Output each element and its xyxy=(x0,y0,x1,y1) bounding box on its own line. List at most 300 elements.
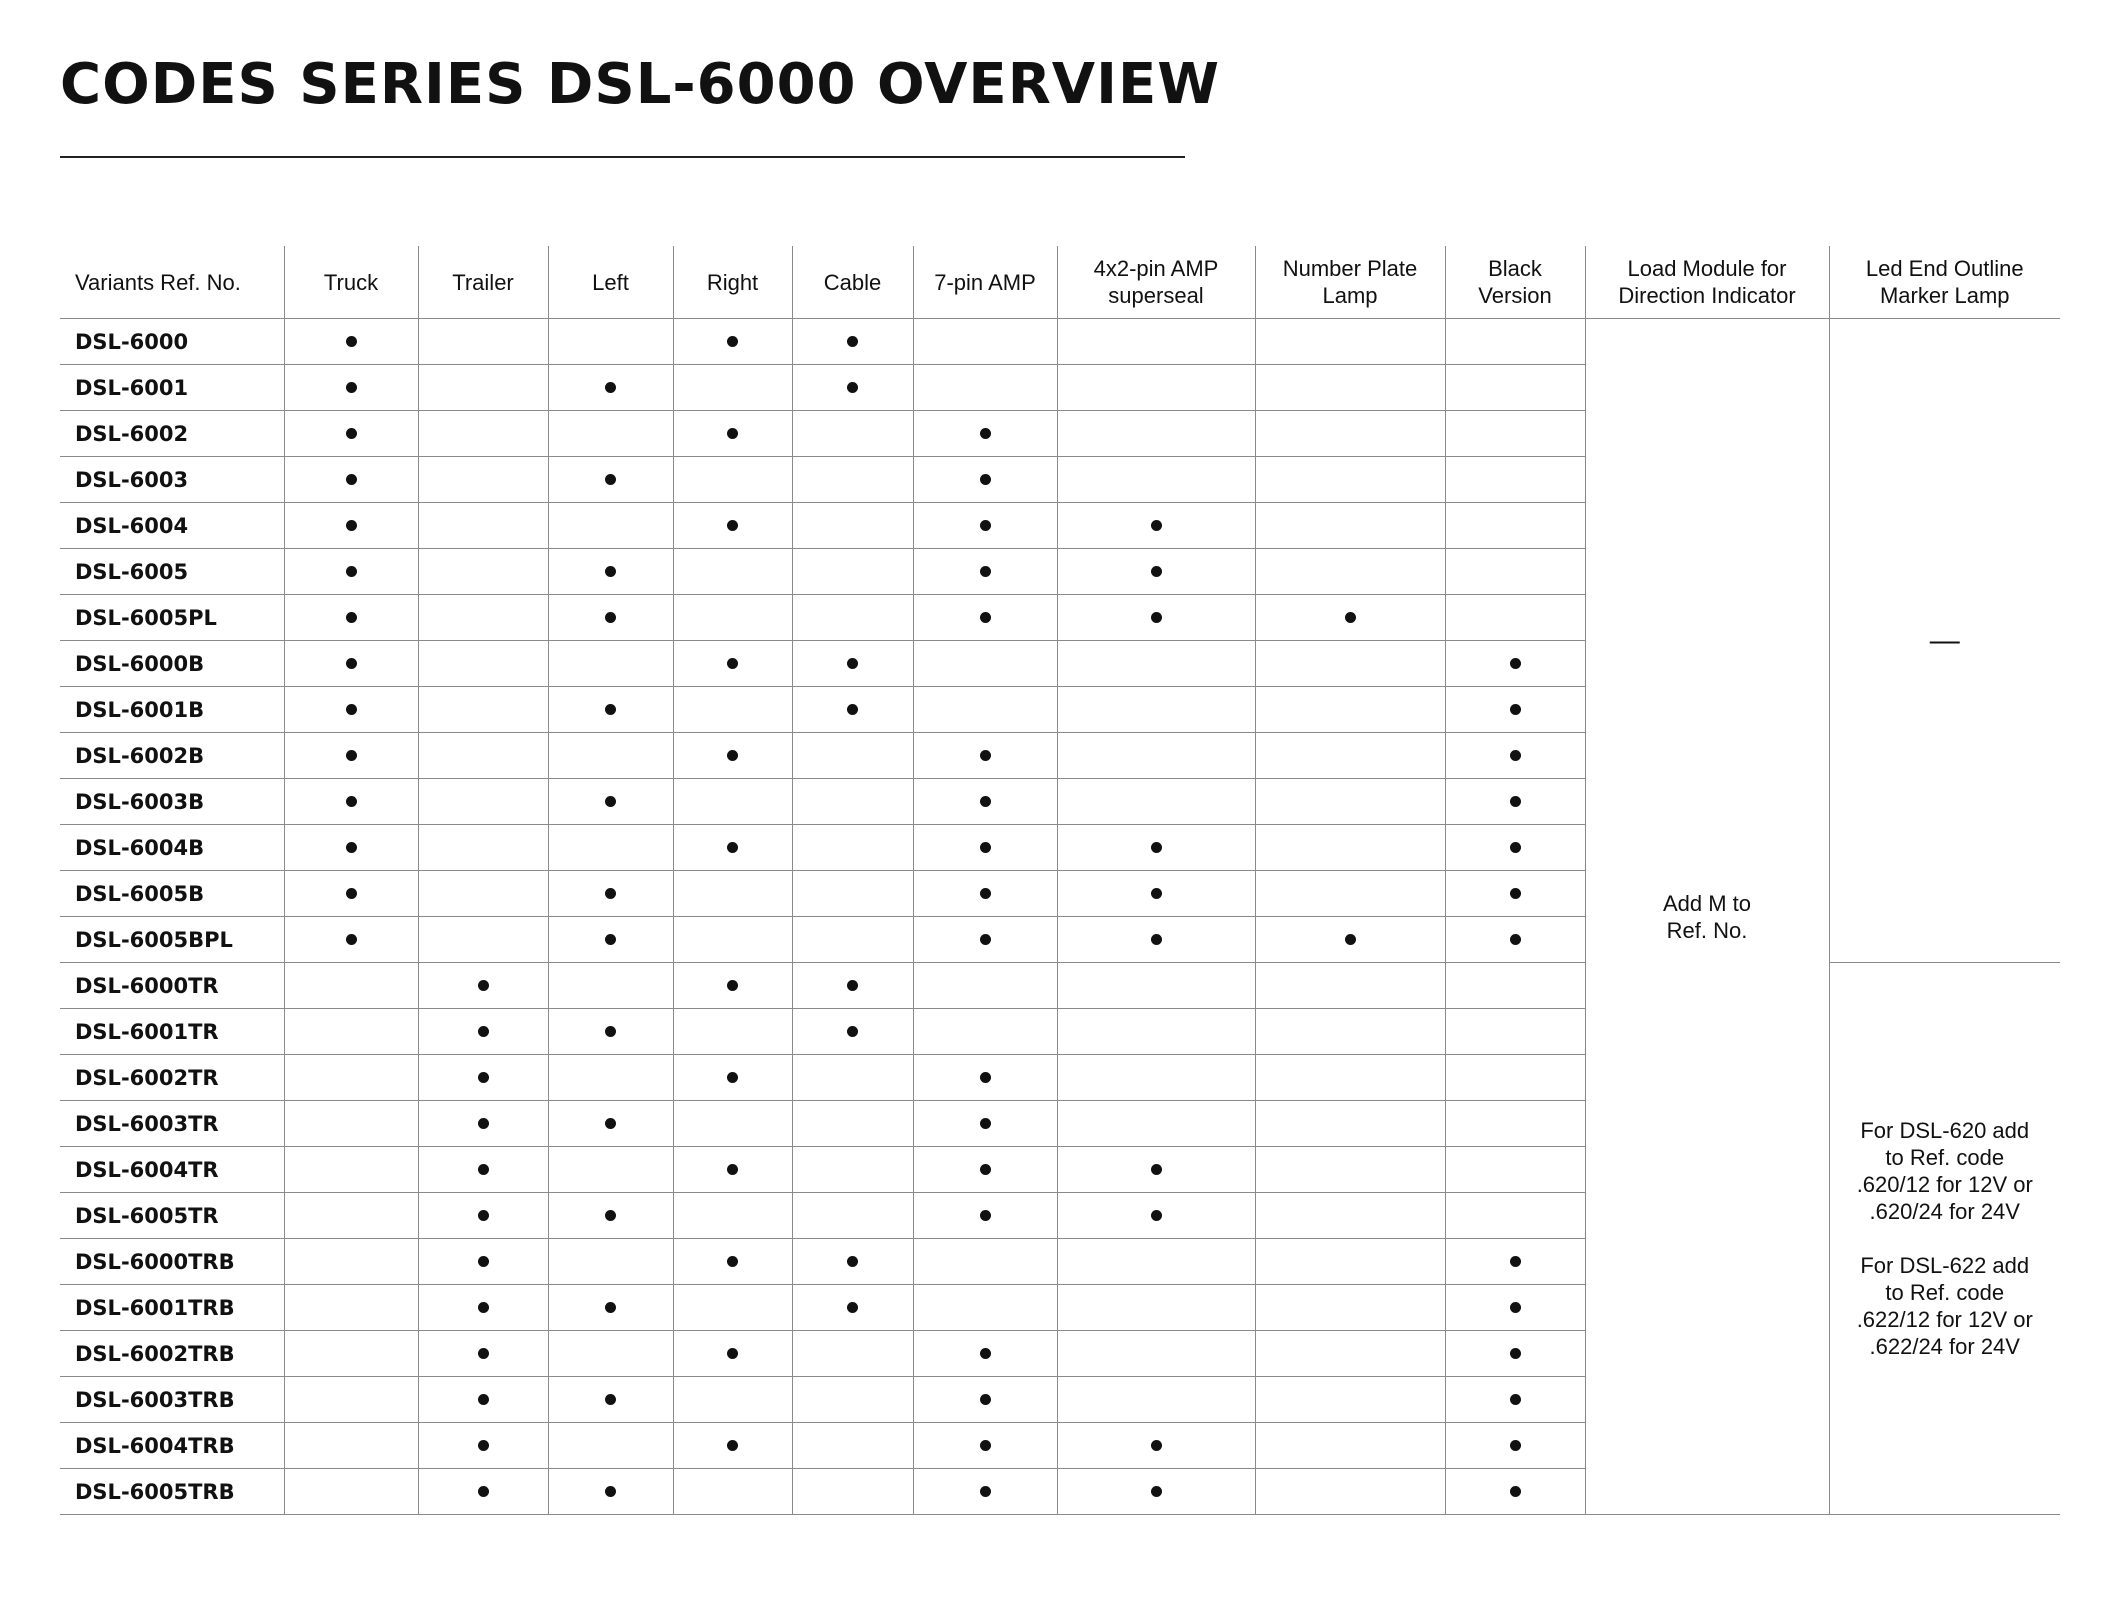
variant-ref-cell: DSL-6005TRB xyxy=(60,1469,284,1515)
feature-cell-truck xyxy=(284,1469,418,1515)
bullet-dot-icon xyxy=(346,842,357,853)
feature-cell-black xyxy=(1445,733,1585,779)
feature-cell-cable xyxy=(792,1423,913,1469)
bullet-dot-icon xyxy=(1151,1440,1162,1451)
feature-cell-black xyxy=(1445,411,1585,457)
feature-cell-truck xyxy=(284,779,418,825)
feature-cell-truck xyxy=(284,319,418,365)
feature-cell-amp7 xyxy=(913,1285,1057,1331)
feature-cell-truck xyxy=(284,1009,418,1055)
feature-cell-amp4x2 xyxy=(1057,1147,1255,1193)
feature-cell-amp4x2 xyxy=(1057,1239,1255,1285)
feature-cell-plate xyxy=(1255,1377,1445,1423)
feature-cell-right xyxy=(673,595,792,641)
variant-ref-cell: DSL-6004 xyxy=(60,503,284,549)
bullet-dot-icon xyxy=(1151,888,1162,899)
variant-ref-cell: DSL-6005PL xyxy=(60,595,284,641)
bullet-dot-icon xyxy=(1510,704,1521,715)
bullet-dot-icon xyxy=(980,520,991,531)
bullet-dot-icon xyxy=(605,796,616,807)
feature-cell-black xyxy=(1445,365,1585,411)
feature-cell-trailer xyxy=(418,595,548,641)
title-divider xyxy=(60,156,1185,158)
feature-cell-trailer xyxy=(418,687,548,733)
bullet-dot-icon xyxy=(605,612,616,623)
feature-cell-truck xyxy=(284,457,418,503)
bullet-dot-icon xyxy=(847,658,858,669)
feature-cell-black xyxy=(1445,1239,1585,1285)
bullet-dot-icon xyxy=(605,1486,616,1497)
feature-cell-left xyxy=(548,319,673,365)
feature-cell-right xyxy=(673,641,792,687)
bullet-dot-icon xyxy=(847,704,858,715)
bullet-dot-icon xyxy=(478,1394,489,1405)
bullet-dot-icon xyxy=(727,1440,738,1451)
feature-cell-left xyxy=(548,411,673,457)
bullet-dot-icon xyxy=(1151,566,1162,577)
feature-cell-truck xyxy=(284,1331,418,1377)
bullet-dot-icon xyxy=(727,1072,738,1083)
feature-cell-left xyxy=(548,871,673,917)
feature-cell-left xyxy=(548,549,673,595)
variant-ref-cell: DSL-6002B xyxy=(60,733,284,779)
bullet-dot-icon xyxy=(605,474,616,485)
feature-cell-trailer xyxy=(418,779,548,825)
variant-ref-cell: DSL-6004TR xyxy=(60,1147,284,1193)
feature-cell-cable xyxy=(792,641,913,687)
feature-cell-left xyxy=(548,1147,673,1193)
feature-cell-left xyxy=(548,503,673,549)
feature-cell-left xyxy=(548,1239,673,1285)
feature-cell-amp4x2 xyxy=(1057,779,1255,825)
bullet-dot-icon xyxy=(1151,1210,1162,1221)
feature-cell-plate xyxy=(1255,641,1445,687)
feature-cell-black xyxy=(1445,457,1585,503)
feature-cell-plate xyxy=(1255,457,1445,503)
feature-cell-trailer xyxy=(418,365,548,411)
header-load-module: Load Module for Direction Indicator xyxy=(1585,246,1829,319)
feature-cell-truck xyxy=(284,871,418,917)
feature-cell-truck xyxy=(284,825,418,871)
variant-ref-cell: DSL-6004B xyxy=(60,825,284,871)
bullet-dot-icon xyxy=(346,336,357,347)
feature-cell-truck xyxy=(284,1147,418,1193)
bullet-dot-icon xyxy=(605,566,616,577)
bullet-dot-icon xyxy=(346,566,357,577)
feature-cell-plate xyxy=(1255,1101,1445,1147)
bullet-dot-icon xyxy=(346,474,357,485)
header-black-version: Black Version xyxy=(1445,246,1585,319)
feature-cell-left xyxy=(548,687,673,733)
bullet-dot-icon xyxy=(346,934,357,945)
bullet-dot-icon xyxy=(346,382,357,393)
feature-cell-black xyxy=(1445,1009,1585,1055)
feature-cell-trailer xyxy=(418,457,548,503)
variant-ref-cell: DSL-6005 xyxy=(60,549,284,595)
bullet-dot-icon xyxy=(980,1210,991,1221)
bullet-dot-icon xyxy=(478,1210,489,1221)
variant-ref-cell: DSL-6005B xyxy=(60,871,284,917)
feature-cell-amp4x2 xyxy=(1057,457,1255,503)
feature-cell-left xyxy=(548,1009,673,1055)
feature-cell-black xyxy=(1445,1377,1585,1423)
feature-cell-amp4x2 xyxy=(1057,825,1255,871)
feature-cell-amp4x2 xyxy=(1057,733,1255,779)
feature-cell-truck xyxy=(284,1101,418,1147)
variant-ref-cell: DSL-6003 xyxy=(60,457,284,503)
feature-cell-amp4x2 xyxy=(1057,1377,1255,1423)
feature-cell-truck xyxy=(284,641,418,687)
bullet-dot-icon xyxy=(980,566,991,577)
feature-cell-right xyxy=(673,1009,792,1055)
feature-cell-plate xyxy=(1255,1331,1445,1377)
feature-cell-plate xyxy=(1255,871,1445,917)
feature-cell-left xyxy=(548,1193,673,1239)
header-truck: Truck xyxy=(284,246,418,319)
feature-cell-truck xyxy=(284,595,418,641)
bullet-dot-icon xyxy=(478,1026,489,1037)
feature-cell-black xyxy=(1445,1469,1585,1515)
feature-cell-trailer xyxy=(418,641,548,687)
feature-cell-cable xyxy=(792,1009,913,1055)
feature-cell-cable xyxy=(792,1377,913,1423)
bullet-dot-icon xyxy=(980,474,991,485)
feature-cell-plate xyxy=(1255,1147,1445,1193)
feature-cell-cable xyxy=(792,365,913,411)
bullet-dot-icon xyxy=(980,888,991,899)
feature-cell-cable xyxy=(792,1055,913,1101)
bullet-dot-icon xyxy=(980,1348,991,1359)
feature-cell-trailer xyxy=(418,1423,548,1469)
feature-cell-black xyxy=(1445,1055,1585,1101)
feature-cell-amp4x2 xyxy=(1057,1193,1255,1239)
feature-cell-left xyxy=(548,779,673,825)
feature-cell-left xyxy=(548,1469,673,1515)
feature-cell-left xyxy=(548,917,673,963)
feature-cell-amp7 xyxy=(913,779,1057,825)
bullet-dot-icon xyxy=(847,382,858,393)
feature-cell-truck xyxy=(284,1055,418,1101)
feature-cell-amp7 xyxy=(913,1055,1057,1101)
feature-cell-truck xyxy=(284,1239,418,1285)
bullet-dot-icon xyxy=(980,1394,991,1405)
feature-cell-cable xyxy=(792,1193,913,1239)
feature-cell-cable xyxy=(792,825,913,871)
feature-cell-amp7 xyxy=(913,549,1057,595)
bullet-dot-icon xyxy=(1345,612,1356,623)
feature-cell-amp4x2 xyxy=(1057,1285,1255,1331)
feature-cell-right xyxy=(673,917,792,963)
feature-cell-amp7 xyxy=(913,1147,1057,1193)
feature-cell-black xyxy=(1445,319,1585,365)
feature-cell-plate xyxy=(1255,1469,1445,1515)
feature-cell-cable xyxy=(792,411,913,457)
feature-cell-amp4x2 xyxy=(1057,641,1255,687)
bullet-dot-icon xyxy=(346,428,357,439)
feature-cell-truck xyxy=(284,1377,418,1423)
feature-cell-cable xyxy=(792,319,913,365)
feature-cell-trailer xyxy=(418,1009,548,1055)
feature-cell-amp7 xyxy=(913,411,1057,457)
feature-cell-black xyxy=(1445,917,1585,963)
variant-ref-cell: DSL-6003TRB xyxy=(60,1377,284,1423)
feature-cell-amp7 xyxy=(913,457,1057,503)
feature-cell-amp4x2 xyxy=(1057,917,1255,963)
feature-cell-black xyxy=(1445,1101,1585,1147)
feature-cell-trailer xyxy=(418,1147,548,1193)
bullet-dot-icon xyxy=(1151,1486,1162,1497)
bullet-dot-icon xyxy=(1510,1348,1521,1359)
feature-cell-black xyxy=(1445,963,1585,1009)
bullet-dot-icon xyxy=(1510,658,1521,669)
bullet-dot-icon xyxy=(478,1118,489,1129)
marker-lamp-trailer-note: For DSL-620 add to Ref. code .620/12 for 12V or .620/24 for 24V For DSL-622 add to Ref. code .622/12 for 12V or .622/24 for 24V xyxy=(1829,963,2060,1515)
bullet-dot-icon xyxy=(727,842,738,853)
feature-cell-trailer xyxy=(418,1331,548,1377)
feature-cell-cable xyxy=(792,595,913,641)
bullet-dot-icon xyxy=(980,612,991,623)
bullet-dot-icon xyxy=(605,1210,616,1221)
feature-cell-plate xyxy=(1255,1055,1445,1101)
feature-cell-cable xyxy=(792,1239,913,1285)
bullet-dot-icon xyxy=(980,1486,991,1497)
feature-cell-right xyxy=(673,549,792,595)
feature-cell-right xyxy=(673,411,792,457)
table-row xyxy=(60,319,2060,365)
feature-cell-trailer xyxy=(418,1101,548,1147)
variant-ref-cell: DSL-6000TRB xyxy=(60,1239,284,1285)
feature-cell-plate xyxy=(1255,1423,1445,1469)
feature-cell-truck xyxy=(284,365,418,411)
feature-cell-amp4x2 xyxy=(1057,1101,1255,1147)
feature-cell-truck xyxy=(284,963,418,1009)
feature-cell-left xyxy=(548,1285,673,1331)
feature-cell-black xyxy=(1445,1193,1585,1239)
bullet-dot-icon xyxy=(847,1302,858,1313)
feature-cell-amp7 xyxy=(913,871,1057,917)
marker-lamp-truck-cell: — xyxy=(1829,319,2060,963)
feature-cell-amp7 xyxy=(913,365,1057,411)
feature-cell-black xyxy=(1445,871,1585,917)
feature-cell-right xyxy=(673,1423,792,1469)
feature-cell-right xyxy=(673,687,792,733)
bullet-dot-icon xyxy=(478,1072,489,1083)
feature-cell-right xyxy=(673,1469,792,1515)
feature-cell-right xyxy=(673,1285,792,1331)
feature-cell-amp7 xyxy=(913,1469,1057,1515)
feature-cell-amp4x2 xyxy=(1057,549,1255,595)
feature-cell-cable xyxy=(792,1101,913,1147)
feature-cell-cable xyxy=(792,963,913,1009)
feature-cell-amp7 xyxy=(913,917,1057,963)
bullet-dot-icon xyxy=(980,428,991,439)
feature-cell-black xyxy=(1445,1147,1585,1193)
bullet-dot-icon xyxy=(605,1394,616,1405)
bullet-dot-icon xyxy=(478,980,489,991)
feature-cell-amp4x2 xyxy=(1057,963,1255,1009)
variant-ref-cell: DSL-6000B xyxy=(60,641,284,687)
feature-cell-right xyxy=(673,1101,792,1147)
feature-cell-truck xyxy=(284,1423,418,1469)
bullet-dot-icon xyxy=(727,658,738,669)
feature-cell-amp4x2 xyxy=(1057,319,1255,365)
feature-cell-right xyxy=(673,779,792,825)
feature-cell-plate xyxy=(1255,1285,1445,1331)
bullet-dot-icon xyxy=(1510,888,1521,899)
bullet-dot-icon xyxy=(1510,796,1521,807)
header-right: Right xyxy=(673,246,792,319)
feature-cell-right xyxy=(673,1377,792,1423)
bullet-dot-icon xyxy=(980,934,991,945)
bullet-dot-icon xyxy=(1151,842,1162,853)
header-led-end-outline-marker-lamp: Led End Outline Marker Lamp xyxy=(1829,246,2060,319)
bullet-dot-icon xyxy=(847,1256,858,1267)
table-header-row xyxy=(60,246,2060,319)
feature-cell-plate xyxy=(1255,779,1445,825)
feature-cell-cable xyxy=(792,779,913,825)
feature-cell-black xyxy=(1445,549,1585,595)
feature-cell-left xyxy=(548,825,673,871)
bullet-dot-icon xyxy=(605,1118,616,1129)
variant-ref-cell: DSL-6002TRB xyxy=(60,1331,284,1377)
variant-ref-cell: DSL-6005BPL xyxy=(60,917,284,963)
feature-cell-black xyxy=(1445,1285,1585,1331)
feature-cell-right xyxy=(673,963,792,1009)
feature-cell-right xyxy=(673,319,792,365)
variant-ref-cell: DSL-6003TR xyxy=(60,1101,284,1147)
bullet-dot-icon xyxy=(1510,1256,1521,1267)
feature-cell-cable xyxy=(792,871,913,917)
bullet-dot-icon xyxy=(1510,1302,1521,1313)
feature-cell-amp7 xyxy=(913,733,1057,779)
bullet-dot-icon xyxy=(847,1026,858,1037)
feature-cell-amp7 xyxy=(913,1009,1057,1055)
feature-cell-trailer xyxy=(418,733,548,779)
feature-cell-trailer xyxy=(418,1469,548,1515)
bullet-dot-icon xyxy=(1510,1486,1521,1497)
variant-ref-cell: DSL-6000 xyxy=(60,319,284,365)
feature-cell-black xyxy=(1445,825,1585,871)
bullet-dot-icon xyxy=(346,796,357,807)
feature-cell-cable xyxy=(792,687,913,733)
bullet-dot-icon xyxy=(1510,842,1521,853)
feature-cell-cable xyxy=(792,1469,913,1515)
bullet-dot-icon xyxy=(727,1256,738,1267)
feature-cell-left xyxy=(548,1377,673,1423)
feature-cell-trailer xyxy=(418,503,548,549)
feature-cell-trailer xyxy=(418,917,548,963)
feature-cell-left xyxy=(548,365,673,411)
feature-cell-amp7 xyxy=(913,1239,1057,1285)
feature-cell-left xyxy=(548,1423,673,1469)
feature-cell-trailer xyxy=(418,319,548,365)
bullet-dot-icon xyxy=(605,934,616,945)
feature-cell-amp4x2 xyxy=(1057,1009,1255,1055)
feature-cell-left xyxy=(548,1055,673,1101)
bullet-dot-icon xyxy=(346,612,357,623)
bullet-dot-icon xyxy=(346,520,357,531)
feature-cell-black xyxy=(1445,1331,1585,1377)
feature-cell-trailer xyxy=(418,1193,548,1239)
feature-cell-right xyxy=(673,1331,792,1377)
bullet-dot-icon xyxy=(980,750,991,761)
bullet-dot-icon xyxy=(346,888,357,899)
header-trailer: Trailer xyxy=(418,246,548,319)
feature-cell-left xyxy=(548,1101,673,1147)
feature-cell-truck xyxy=(284,1285,418,1331)
feature-cell-trailer xyxy=(418,963,548,1009)
feature-cell-black xyxy=(1445,595,1585,641)
feature-cell-right xyxy=(673,871,792,917)
bullet-dot-icon xyxy=(605,1302,616,1313)
feature-cell-trailer xyxy=(418,1377,548,1423)
bullet-dot-icon xyxy=(1510,934,1521,945)
feature-cell-right xyxy=(673,1147,792,1193)
bullet-dot-icon xyxy=(980,796,991,807)
bullet-dot-icon xyxy=(1510,1440,1521,1451)
variant-ref-cell: DSL-6001TR xyxy=(60,1009,284,1055)
feature-cell-plate xyxy=(1255,733,1445,779)
feature-cell-cable xyxy=(792,917,913,963)
feature-cell-amp7 xyxy=(913,1331,1057,1377)
feature-cell-cable xyxy=(792,1285,913,1331)
feature-cell-amp7 xyxy=(913,687,1057,733)
bullet-dot-icon xyxy=(727,980,738,991)
feature-cell-plate xyxy=(1255,1239,1445,1285)
feature-cell-cable xyxy=(792,1147,913,1193)
header-number-plate-lamp: Number Plate Lamp xyxy=(1255,246,1445,319)
feature-cell-amp4x2 xyxy=(1057,503,1255,549)
bullet-dot-icon xyxy=(1510,750,1521,761)
bullet-dot-icon xyxy=(1151,1164,1162,1175)
header-left: Left xyxy=(548,246,673,319)
feature-cell-truck xyxy=(284,687,418,733)
bullet-dot-icon xyxy=(727,428,738,439)
feature-cell-plate xyxy=(1255,365,1445,411)
feature-cell-black xyxy=(1445,503,1585,549)
feature-cell-amp7 xyxy=(913,641,1057,687)
feature-cell-black xyxy=(1445,641,1585,687)
bullet-dot-icon xyxy=(1151,520,1162,531)
bullet-dot-icon xyxy=(727,750,738,761)
bullet-dot-icon xyxy=(605,888,616,899)
load-module-note: Add M to Ref. No. xyxy=(1585,319,1829,1515)
bullet-dot-icon xyxy=(1510,1394,1521,1405)
feature-cell-truck xyxy=(284,917,418,963)
feature-cell-trailer xyxy=(418,871,548,917)
feature-cell-cable xyxy=(792,503,913,549)
feature-cell-plate xyxy=(1255,595,1445,641)
feature-cell-left xyxy=(548,595,673,641)
header-variants-ref: Variants Ref. No. xyxy=(60,246,284,319)
variant-ref-cell: DSL-6001B xyxy=(60,687,284,733)
feature-cell-plate xyxy=(1255,825,1445,871)
feature-cell-amp7 xyxy=(913,1423,1057,1469)
bullet-dot-icon xyxy=(727,520,738,531)
feature-cell-left xyxy=(548,457,673,503)
feature-cell-amp4x2 xyxy=(1057,1423,1255,1469)
variant-ref-cell: DSL-6002TR xyxy=(60,1055,284,1101)
bullet-dot-icon xyxy=(980,1072,991,1083)
variant-ref-cell: DSL-6002 xyxy=(60,411,284,457)
header-cable: Cable xyxy=(792,246,913,319)
feature-cell-left xyxy=(548,963,673,1009)
feature-cell-left xyxy=(548,641,673,687)
feature-cell-black xyxy=(1445,779,1585,825)
feature-cell-amp7 xyxy=(913,595,1057,641)
feature-cell-amp7 xyxy=(913,503,1057,549)
feature-cell-amp7 xyxy=(913,1101,1057,1147)
